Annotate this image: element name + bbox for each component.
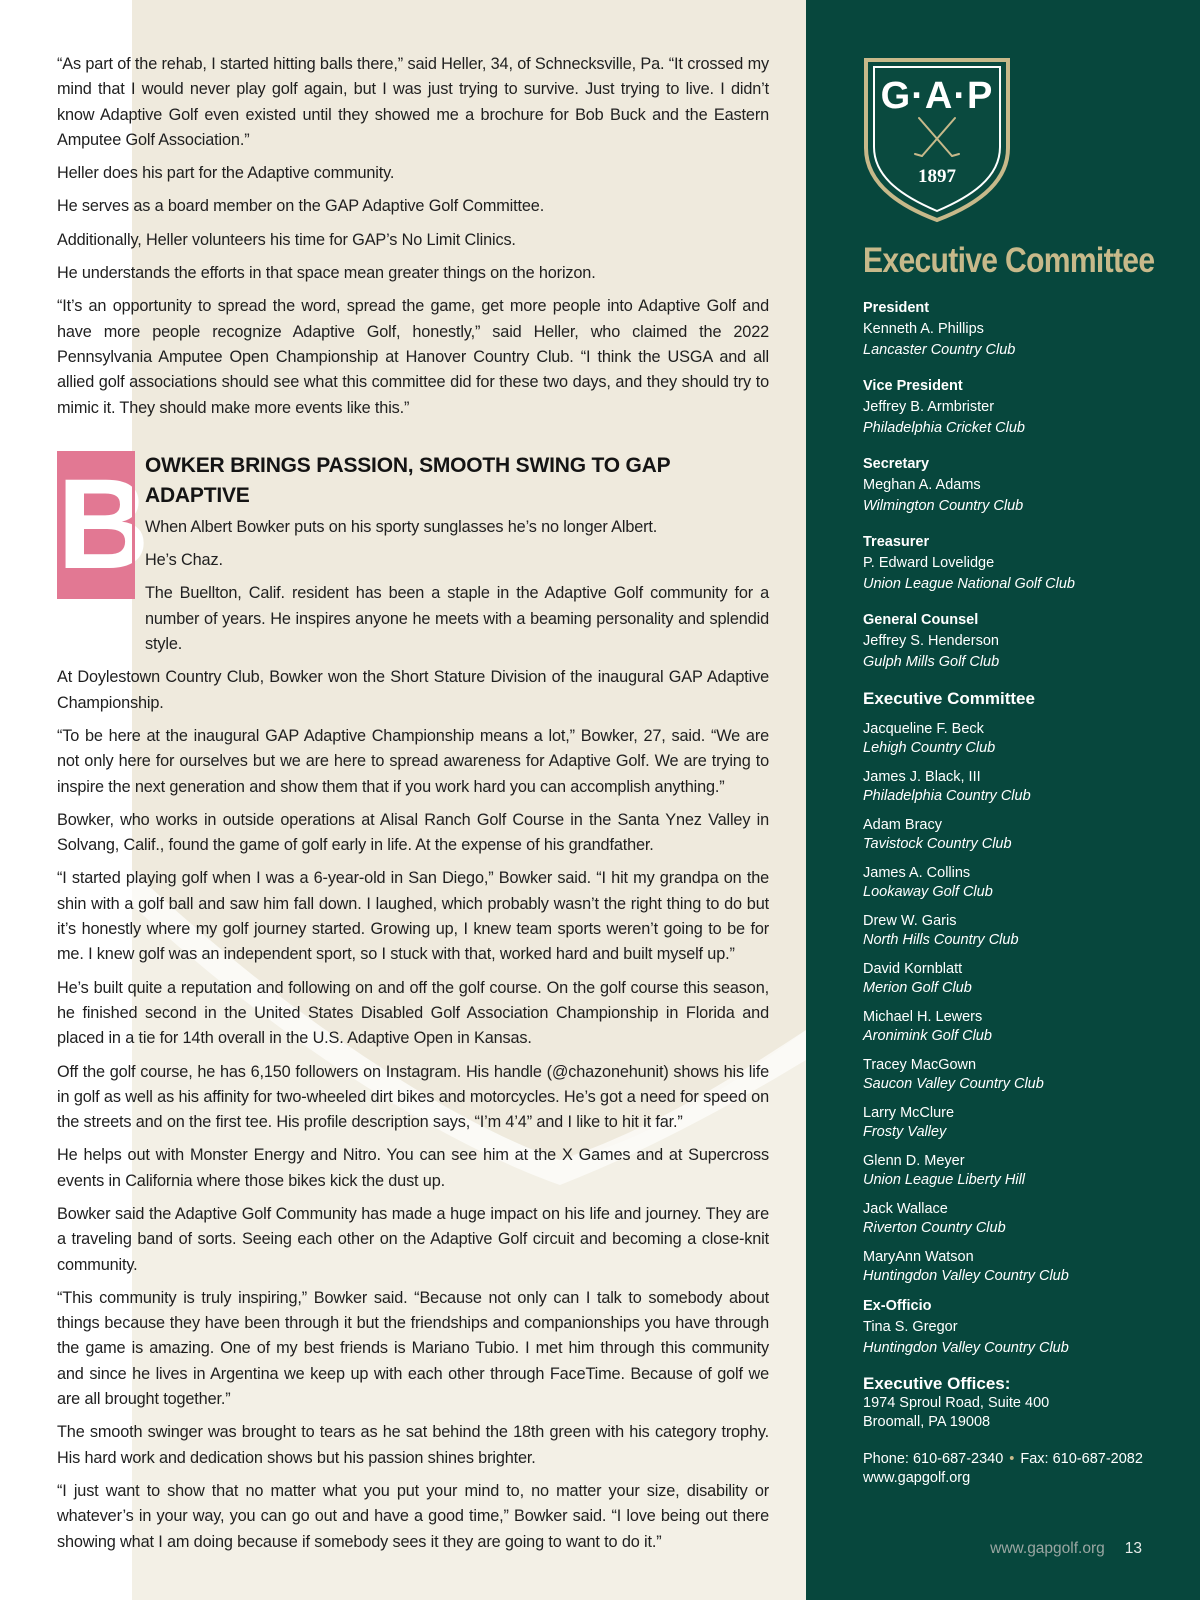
committee-member: [863, 864, 1183, 902]
role-title: General Counsel: [863, 612, 979, 628]
offices-heading: Executive Offices:: [863, 1374, 1011, 1393]
article-paragraph: “I just want to show that no matter what you put your mind to, no matter your size, disability or whatever’s in your way, you can go out and have a good time,” Bowker said. “I love being out there showing what I am doing because if somebody sees it they are going to want to do it.”: [57, 1481, 769, 1551]
sidebar: [806, 0, 1200, 1600]
role-title: Treasurer: [863, 534, 930, 550]
committee-member: [863, 960, 1183, 998]
committee-member: [863, 1248, 1183, 1286]
member-name: David Kornblatt: [863, 961, 963, 977]
section-headline: OWKER BRINGS PASSION, SMOOTH SWING TO GAP ADAPTIVE: [145, 453, 671, 507]
role-title: Secretary: [863, 456, 930, 472]
member-name: Larry McClure: [863, 1105, 955, 1121]
member-name: Glenn D. Meyer: [863, 1153, 965, 1169]
fax: Fax: 610-687-2082: [1020, 1451, 1143, 1467]
article-paragraph: “As part of the rehab, I started hitting balls there,” said Heller, 34, of Schnecksville, Pa. “It crossed my mind that I would never play golf again, but I was just trying to survive. Just trying to live. I didn’t know Adaptive Golf even existed until they showed me a brochure for Bob Buck and the Eastern Amputee Golf Association.”: [57, 55, 769, 149]
member-name: Jack Wallace: [863, 1201, 948, 1217]
article-paragraph: “I started playing golf when I was a 6-year-old in San Diego,” Bowker said. “I hit my grandpa on the shin with a golf ball and saw him fall down. I laughed, which probably wasn’t the right thing to do but it’s honestly where my golf journey started. Growing up, I knew team sports weren’t going to be for me. I knew golf was an independent sport, so I stuck with that, worked hard and built myself up.”: [57, 869, 769, 964]
contact-info: [863, 1450, 1183, 1488]
separator-dot: •: [1009, 1451, 1015, 1467]
committee-member: [863, 768, 1183, 806]
article-paragraph: He understands the efforts in that space mean greater things on the horizon.: [57, 264, 596, 283]
article-continuation: [57, 665, 769, 1555]
article-paragraph: Bowker said the Adaptive Golf Community has made a huge impact on his life and journey. They are a traveling band of sorts. Seeing each other on the Adaptive Golf circuit and becoming a close-knit community.: [57, 1204, 769, 1274]
member-club: Huntingdon Valley Country Club: [863, 1268, 1069, 1284]
article-paragraph: The smooth swinger was brought to tears as he sat behind the 18th green with his category trophy. His hard work and dedication shows but his passion shines brighter.: [57, 1423, 769, 1467]
member-name: P. Edward Lovelidge: [863, 555, 995, 571]
member-club: North Hills Country Club: [863, 932, 1019, 948]
member-club: Tavistock Country Club: [863, 836, 1012, 852]
member-name: Adam Bracy: [863, 817, 942, 833]
committee-heading: Executive Committee: [863, 689, 1035, 708]
member-name: Jacqueline F. Beck: [863, 721, 984, 737]
article-paragraph: He’s Chaz.: [145, 551, 223, 570]
member-club: Aronimink Golf Club: [863, 1028, 992, 1044]
member-name: James J. Black, III: [863, 769, 981, 785]
member-name: Jeffrey B. Armbrister: [863, 399, 995, 415]
address-line-1: 1974 Sproul Road, Suite 400: [863, 1395, 1050, 1411]
committee-member: [863, 816, 1183, 854]
address-line-2: Broomall, PA 19008: [863, 1414, 991, 1430]
member-name: Tina S. Gregor: [863, 1319, 958, 1335]
section-bowker: [57, 451, 769, 657]
article-paragraph: Additionally, Heller volunteers his time for GAP’s No Limit Clinics.: [57, 230, 516, 249]
article-paragraph: When Albert Bowker puts on his sporty sunglasses he’s no longer Albert.: [145, 517, 658, 536]
gap-logo: [862, 56, 1012, 224]
role-title: President: [863, 300, 930, 316]
member-name: Jeffrey S. Henderson: [863, 633, 999, 649]
committee-member: [863, 1104, 1183, 1142]
member-club: Huntingdon Valley Country Club: [863, 1340, 1069, 1356]
ex-officio: [863, 1296, 1183, 1359]
member-club: Union League National Golf Club: [863, 576, 1075, 592]
page-footer: [990, 1540, 1142, 1558]
drop-cap-letter: B: [57, 451, 135, 599]
member-club: Frosty Valley: [863, 1124, 947, 1140]
member-club: Philadelphia Country Club: [863, 788, 1031, 804]
committee-member: [863, 1008, 1183, 1046]
article-paragraph: “It’s an opportunity to spread the word, spread the game, get more people into Adaptive Golf and have more people recognize Adaptive Golf, honestly,” said Heller, who claimed the 2022 Pennsylvania Amputee Open Championship at Hanover Country Club. “I think the USGA and all allied golf associations should see what this committee did for these two days, and they should try to mimic it. They should make more events like this.”: [57, 297, 769, 417]
article-paragraph: Bowker, who works in outside operations at Alisal Ranch Golf Course in the Santa Ynez Valley in Solvang, Calif., found the game of golf early in life. At the expense of his grandfather.: [57, 810, 769, 855]
member-name: Kenneth A. Phillips: [863, 321, 984, 337]
executive-offices: [863, 1374, 1183, 1488]
article-paragraph: He helps out with Monster Energy and Nitro. You can see him at the X Games and at Supercross events in California where those bikes kick the dust up.: [57, 1146, 769, 1190]
article-paragraph: He serves as a board member on the GAP Adaptive Golf Committee.: [57, 197, 545, 216]
role-title: Ex-Officio: [863, 1298, 932, 1314]
member-name: James A. Collins: [863, 865, 971, 881]
member-name: MaryAnn Watson: [863, 1249, 974, 1265]
committee-roster: [863, 298, 1183, 1488]
member-name: Meghan A. Adams: [863, 477, 981, 493]
member-name: Drew W. Garis: [863, 913, 957, 929]
officer-entry: [863, 532, 1183, 595]
committee-member: [863, 1152, 1183, 1190]
article-paragraph: Off the golf course, he has 6,150 followers on Instagram. His handle (@chazonehunit) shows his life in golf as well as his affinity for two-wheeled dirt bikes and motorcycles. He’s got a need for speed on the streets and on the first tee. His profile description says, “I’m 4’4” and I like to hit it far.”: [57, 1062, 769, 1132]
executive-committee-title: Executive Committee: [863, 241, 1155, 280]
committee-member: [863, 1056, 1183, 1094]
indented-block: [145, 451, 769, 657]
member-club: Union League Liberty Hill: [863, 1172, 1026, 1188]
officer-entry: [863, 454, 1183, 517]
committee-member: [863, 912, 1183, 950]
indented-paragraphs: [145, 515, 769, 657]
member-club: Saucon Valley Country Club: [863, 1076, 1044, 1092]
member-club: Wilmington Country Club: [863, 498, 1024, 514]
article-paragraph: The Buellton, Calif. resident has been a staple in the Adaptive Golf community for a number of years. He inspires anyone he meets with a beaming personality and splendid style.: [145, 584, 769, 654]
website-link[interactable]: www.gapgolf.org: [863, 1470, 971, 1486]
member-club: Lookaway Golf Club: [863, 884, 993, 900]
page-number: 13: [1124, 1540, 1142, 1557]
member-club: Merion Golf Club: [863, 980, 972, 996]
member-club: Lancaster Country Club: [863, 342, 1016, 358]
logo-year: 1897: [918, 166, 956, 187]
member-club: Riverton Country Club: [863, 1220, 1006, 1236]
committee-member: [863, 720, 1183, 758]
officer-entry: [863, 298, 1183, 361]
role-title: Vice President: [863, 378, 963, 394]
member-name: Michael H. Lewers: [863, 1009, 983, 1025]
committee-member: [863, 1200, 1183, 1238]
article-paragraph: “This community is truly inspiring,” Bowker said. “Because not only can I talk to somebody about things because they have been through it but the friendships and companionships you have through the game is amazing. One of my best friends is Mariano Tubio. I met him through this community and since he lives in Argentina we keep up with each other through FaceTime. Because of golf we are all brought together.”: [57, 1288, 769, 1409]
member-club: Gulph Mills Golf Club: [863, 654, 1000, 670]
article-intro: [57, 52, 769, 421]
article-body: [57, 52, 769, 1563]
phone: Phone: 610-687-2340: [863, 1451, 1004, 1467]
article-paragraph: “To be here at the inaugural GAP Adaptive Championship means a lot,” Bowker, 27, said. “We are not only here for ourselves but we are here to spread awareness for Adaptive Golf. We are trying to inspire the next generation and show them that if you work hard you can accomplish anything.”: [57, 726, 769, 796]
article-paragraph: He’s built quite a reputation and following on and off the golf course. On the golf course this season, he finished second in the United States Disabled Golf Association Championship in Florida and placed in a tie for 14th overall in the U.S. Adaptive Open in Kansas.: [57, 978, 769, 1048]
officer-entry: [863, 376, 1183, 439]
logo-letters: G·A·P: [880, 75, 994, 117]
article-paragraph: Heller does his part for the Adaptive community.: [57, 164, 395, 183]
member-name: Tracey MacGown: [863, 1057, 977, 1073]
member-club: Lehigh Country Club: [863, 740, 996, 756]
article-paragraph: At Doylestown Country Club, Bowker won the Short Stature Division of the inaugural GAP Adaptive Championship.: [57, 668, 769, 712]
footer-url[interactable]: www.gapgolf.org: [990, 1540, 1105, 1557]
officer-entry: [863, 610, 1183, 673]
member-club: Philadelphia Cricket Club: [863, 420, 1025, 436]
